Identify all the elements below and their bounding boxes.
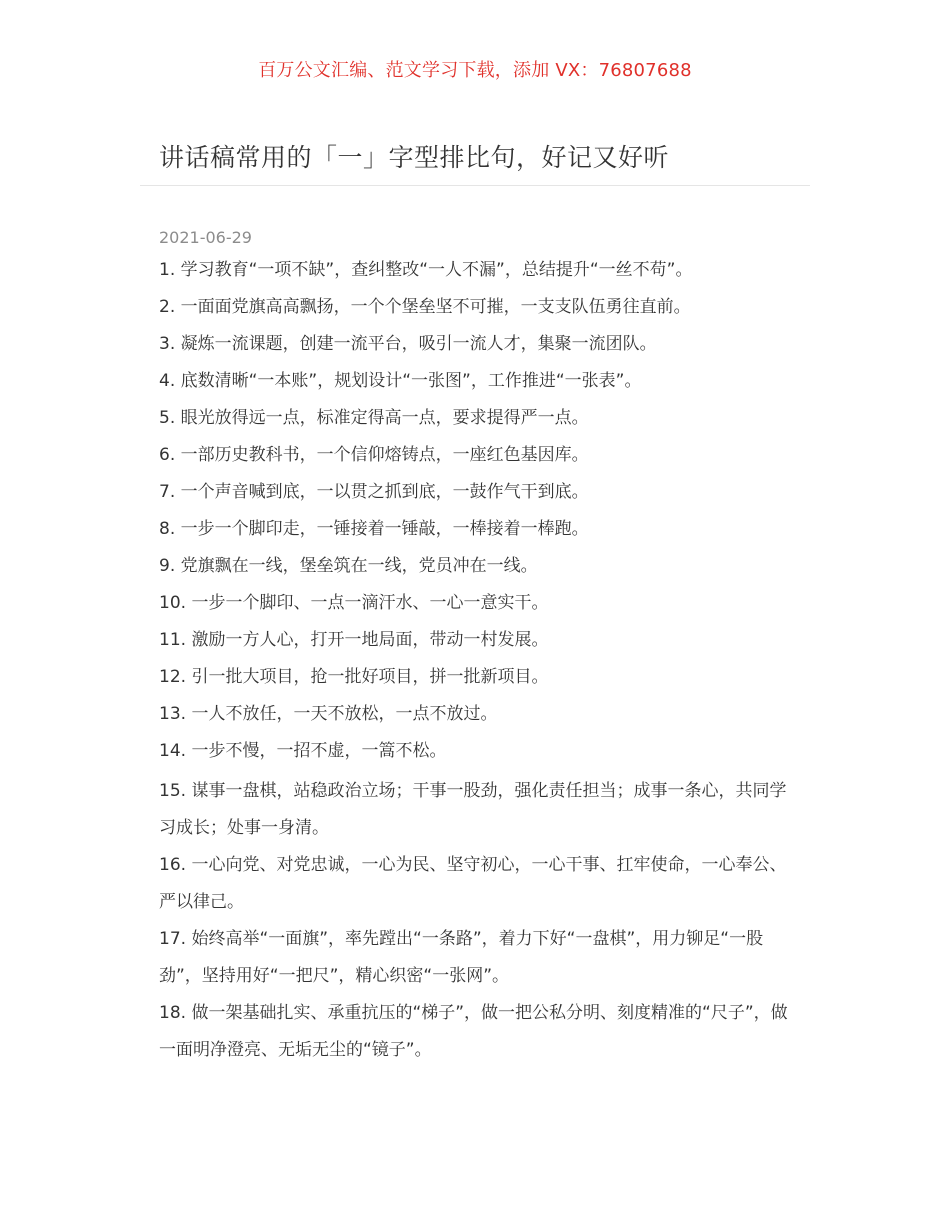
article-title: 讲话稿常用的「一」字型排比句，好记又好听 (159, 143, 670, 172)
article-body (159, 255, 795, 1069)
list-item: 5. 眼光放得远一点，标准定得高一点，要求提得严一点。 (159, 408, 589, 428)
list-item: 1. 学习教育“一项不缺”，查纠整改“一人不漏”，总结提升“一丝不苟”。 (159, 260, 693, 280)
list-item: 2. 一面面党旗高高飘扬，一个个堡垒坚不可摧，一支支队伍勇往直前。 (159, 297, 691, 317)
list-item: 16. 一心向党、对党忠诚，一心为民、坚守初心，一心干事、扛牢使命，一心奉公、严以律己。 (159, 855, 787, 912)
title-divider (140, 185, 810, 186)
list-item: 13. 一人不放任，一天不放松，一点不放过。 (159, 704, 498, 724)
list-item: 17. 始终高举“一面旗”，率先蹚出“一条路”，着力下好“一盘棋”，用力铆足“一股劲”，坚持用好“一把尺”，精心织密“一张网”。 (159, 929, 764, 986)
list-item: 7. 一个声音喊到底，一以贯之抓到底，一鼓作气干到底。 (159, 482, 589, 502)
publish-date: 2021-06-29 (159, 228, 252, 247)
list-item: 4. 底数清晰“一本账”，规划设计“一张图”，工作推进“一张表”。 (159, 371, 642, 391)
list-item: 15. 谋事一盘棋，站稳政治立场；干事一股劲，强化责任担当；成事一条心，共同学习成长；处事一身清。 (159, 781, 787, 838)
list-item: 12. 引一批大项目，抢一批好项目，拼一批新项目。 (159, 667, 549, 687)
list-item: 18. 做一架基础扎实、承重抗压的“梯子”，做一把公私分明、刻度精准的“尺子”，做一面明净澄亮、无垢无尘的“镜子”。 (159, 1003, 788, 1060)
list-item: 11. 激励一方人心，打开一地局面，带动一村发展。 (159, 630, 549, 650)
list-item: 8. 一步一个脚印走，一锤接着一锤敲，一棒接着一棒跑。 (159, 519, 589, 539)
list-item: 14. 一步不慢，一招不虚，一篙不松。 (159, 741, 447, 761)
list-item: 6. 一部历史教科书，一个信仰熔铸点，一座红色基因库。 (159, 445, 589, 465)
list-item: 10. 一步一个脚印、一点一滴汗水、一心一意实干。 (159, 593, 549, 613)
list-item: 9. 党旗飘在一线，堡垒筑在一线，党员冲在一线。 (159, 556, 538, 576)
promo-banner: 百万公文汇编、范文学习下载，添加 VX：76807688 (258, 60, 692, 81)
list-item: 3. 凝炼一流课题，创建一流平台，吸引一流人才，集聚一流团队。 (159, 334, 657, 354)
